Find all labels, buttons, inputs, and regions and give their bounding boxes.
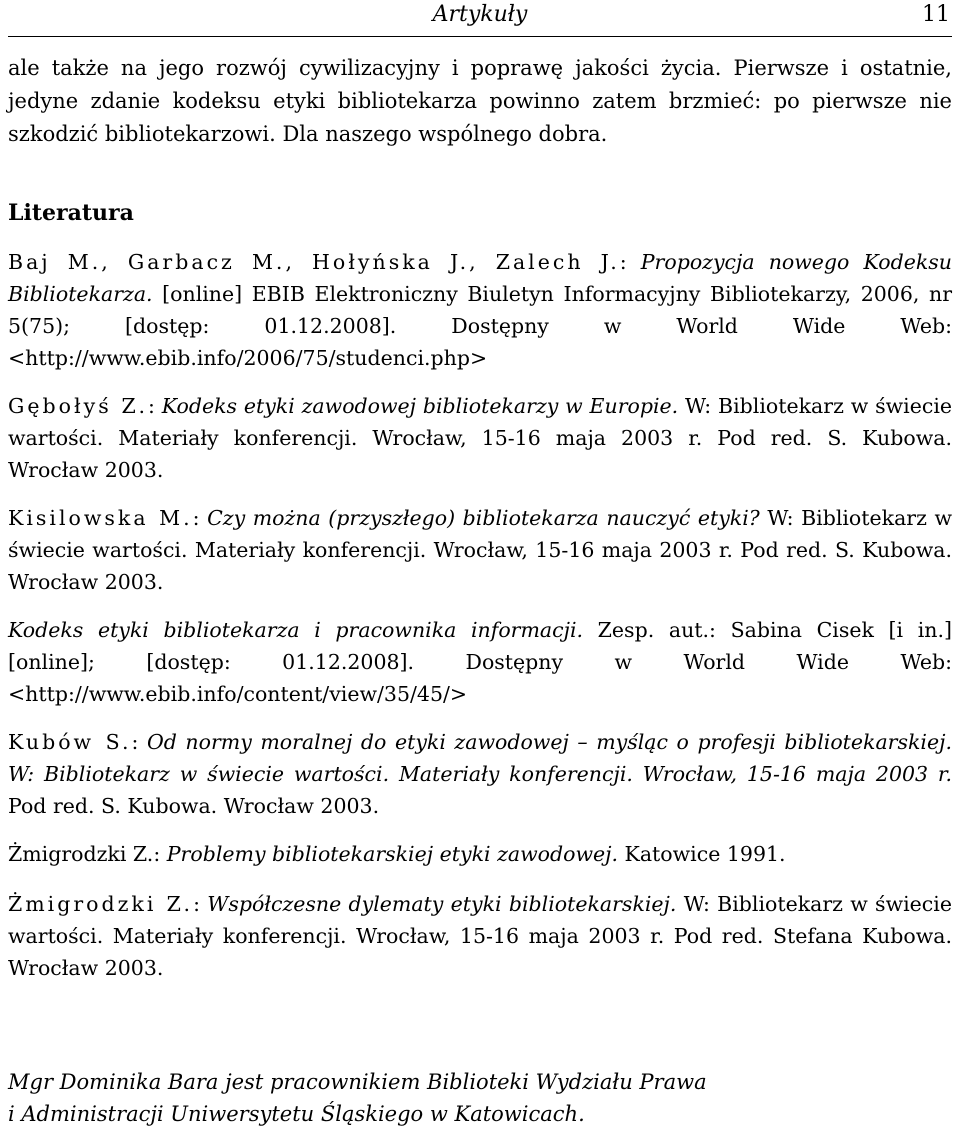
reference-title: Czy można (przyszłego) bibliotekarza nauczyć etyki?	[207, 506, 760, 530]
reference-6	[8, 838, 952, 870]
reference-author: Baj M., Garbacz M., Hołyńska J., Zalech J.	[8, 250, 620, 274]
reference-details: Pod red. S. Kubowa. Wrocław 2003.	[8, 794, 380, 818]
reference-title: Współczesne dylematy etyki bibliotekarskiej.	[207, 892, 677, 916]
reference-separator: :	[192, 506, 208, 530]
reference-title: Kodeks etyki bibliotekarza i pracownika informacji.	[8, 618, 584, 642]
reference-2	[8, 390, 952, 486]
reference-3	[8, 502, 952, 598]
reference-details: [online] EBIB Elektroniczny Biuletyn Informacyjny Bibliotekarzy, 2006, nr 5(75); [dostęp: 01.12.2008]. Dostępny w World Wide Web: <http://www.ebib.info/2006/75/studenci.php>	[8, 282, 952, 370]
reference-separator: :	[153, 842, 167, 866]
page-number: 11	[922, 2, 950, 27]
reference-author: Kisilowska M.	[8, 506, 193, 530]
reference-separator: :	[131, 730, 147, 754]
running-head: Artykuły	[432, 2, 528, 27]
reference-details: Zesp. aut.: Sabina Cisek [i in.] [online]; [dostęp: 01.12.2008]. Dostępny w World Wide Web: <http://www.ebib.info/content/view/35/45/>	[8, 618, 952, 706]
reference-4	[8, 614, 952, 710]
page-header	[8, 0, 952, 37]
reference-author: Kubów S.	[8, 730, 132, 754]
reference-separator: :	[193, 892, 208, 916]
reference-title: Propozycja nowego Kodeksu Bibliotekarza.	[8, 250, 952, 306]
reference-5	[8, 726, 952, 822]
reference-separator: :	[619, 250, 641, 274]
reference-details: W: Bibliotekarz w świecie wartości. Materiały konferencji. Wrocław, 15-16 maja 2003 r. Pod red. S. Kubowa. Wrocław 2003.	[8, 394, 953, 482]
author-note	[8, 1066, 707, 1130]
reference-separator: :	[147, 394, 162, 418]
reference-title: Od normy moralnej do etyki zawodowej – myśląc o profesji bibliotekarskiej. W: Bibliotekarz w świecie wartości. Materiały konferencji. Wrocław, 15-16 maja 2003 r.	[8, 730, 952, 786]
reference-author: Żmigrodzki Z.	[8, 892, 194, 916]
reference-author: Żmigrodzki Z.	[8, 842, 154, 866]
reference-details: W: Bibliotekarz w świecie wartości. Materiały konferencji. Wrocław, 15-16 maja 2003 r. Pod red. Stefana Kubowa. Wrocław 2003.	[8, 892, 952, 980]
section-heading: Literatura	[8, 200, 134, 226]
reference-author: Gębołyś Z.	[8, 394, 148, 418]
reference-title: Problemy bibliotekarskiej etyki zawodowej.	[166, 842, 618, 866]
page-content	[8, 52, 952, 1000]
reference-details: W: Bibliotekarz w świecie wartości. Materiały konferencji. Wrocław, 15-16 maja 2003 r. Pod red. S. Kubowa. Wrocław 2003.	[8, 506, 952, 594]
reference-7	[8, 888, 952, 984]
author-note-line: i Administracji Uniwersytetu Śląskiego w Katowicach.	[8, 1102, 585, 1126]
intro-paragraph: ale także na jego rozwój cywilizacyjny i poprawę jakości życia. Pierwsze i ostatnie, jedyne zdanie kodeksu etyki bibliotekarza powinno zatem brzmieć: po pierwsze nie szkodzić bibliotekarzowi. Dla naszego wspólnego dobra.	[8, 56, 952, 146]
reference-details: Katowice 1991.	[618, 842, 786, 866]
reference-title: Kodeks etyki zawodowej bibliotekarzy w Europie.	[161, 394, 679, 418]
author-note-line: Mgr Dominika Bara jest pracownikiem Biblioteki Wydziału Prawa	[8, 1070, 707, 1094]
reference-1	[8, 246, 952, 374]
